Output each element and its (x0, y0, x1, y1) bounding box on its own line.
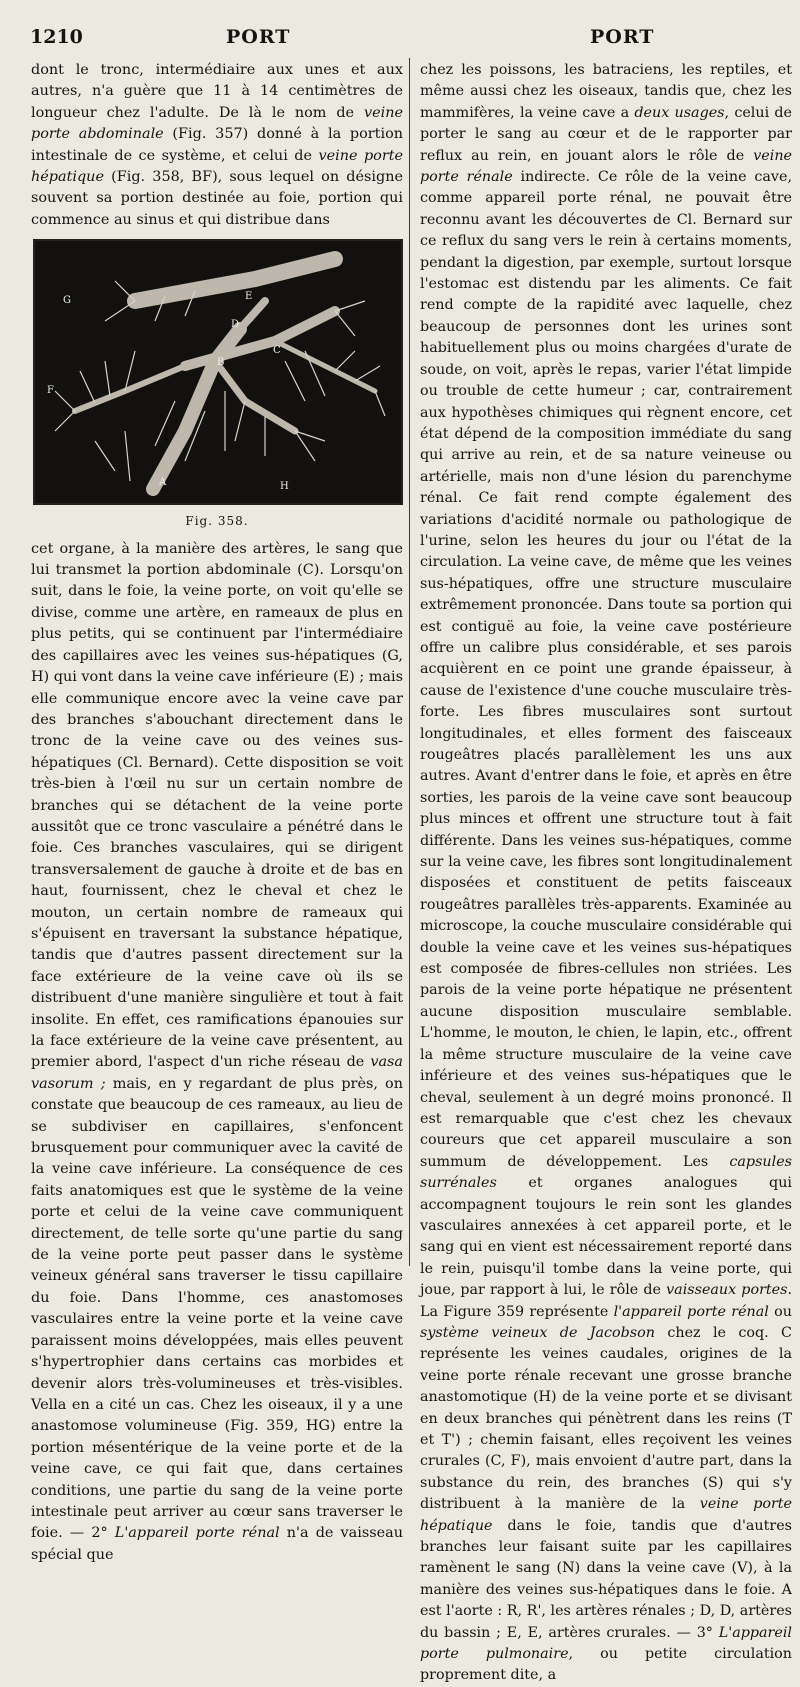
paragraph (31, 539, 403, 1567)
italic-term: veine porte abdominale (31, 104, 403, 143)
figure-label-b: B (217, 357, 225, 369)
right-column (420, 60, 792, 1687)
figure-label-a: A (159, 477, 167, 489)
italic-term: vasa vasorum ; (31, 1054, 403, 1092)
text-run: dans le foie, tandis que d'autres branches leur faisant suite par les capillaires ramènent le sang (N) dans la veine cave (V), à la manière des veines sus-hépatiques dans le foie. A est l'aorte : R, R', les artères rénales ; D, D, artères du bassin ; E, E, artères crurales. — 3° (420, 1517, 792, 1641)
running-title-left: PORT (226, 26, 291, 48)
figure-caption: Fig. 358. (185, 514, 249, 529)
text-run: ou (768, 1303, 792, 1320)
figure-label-d: D (231, 319, 240, 331)
italic-term: L'appareil porte pulmonaire (420, 1624, 792, 1663)
figure-label-f: F (47, 385, 54, 397)
italic-term: système veineux de Jacobson (420, 1324, 655, 1341)
figure-label-h: H (280, 481, 289, 493)
text-run: (Fig. 358, BF), sous lequel on désigne souvent sa portion destinée au foie, portion qui commence au sinus et qui distribue dans (31, 169, 403, 228)
column-divider (409, 58, 410, 1266)
text-run: , celui de porter le sang au cœur et de le rapporter par reflux au rein, en jouant alors le rôle de (420, 104, 792, 164)
text-run: n'a de vaisseau spécial que (31, 1525, 403, 1563)
text-run: cet organe, à la manière des artères, le sang que lui transmet la portion abdominale (C). Lorsqu'on suit, dans le foie, la veine porte, on voit qu'elle se divise, comme une artère, en rameaux de plus en plus petits, qui se continuent par l'intermédiaire des capillaires avec les veines sus-hépatiques (G, H) qui vont dans la veine cave inférieure (E) ; mais elle communique encore avec la veine cave par des branches s'abouchant directement dans le tronc de la veine cave ou des veines sus-hépatiques (Cl. Bernard). Cette disposition se voit très-bien à l'œil nu sur un certain nombre de branches qui se détachent de la veine porte aussitôt que ce tronc vasculaire a pénétré dans le foie. Ces branches vasculaires, qui se dirigent transversalement de gauche à droite et de bas en haut, fournissent, chez le cheval et chez le mouton, un certain nombre de rameaux qui s'épuisent en traversant la substance hépatique, tandis que d'autres passent directement sur la face extérieure de la veine cave où ils se distribuent d'une manière singulière et tout à fait insolite. En effet, ces ramifications épanouies sur la face extérieure de la veine cave présentent, au premier abord, l'aspect d'un riche réseau de (31, 540, 403, 1071)
italic-term: vaisseaux portes (666, 1282, 788, 1299)
italic-term: veine porte hépatique (31, 147, 403, 186)
figure-label-g: G (63, 295, 71, 307)
text-run: indirecte. Ce rôle de la veine cave, comme appareil porte rénal, ne pouvait être reconnu avant les découvertes de Cl. Bernard sur ce reflux du sang vers le rein à certains moments, pendant la digestion, par exemple, surtout lorsque l'estomac est distendu par les aliments. Ce fait rend compte de la rapidité avec laquelle, chez beaucoup de personnes dont les urines sont habituellement plus ou moins chargées d'urate de soude, on voit, après le repas, varier l'état limpide ou trouble de cette humeur ; car, contrairement aux hypothèses chimiques qui règnent encore, cet état dépend de la composition immédiate du sang qui arrive au rein, et de sa nature veineuse ou artérielle, mais non d'une lésion du parenchyme rénal. Ce fait rend compte également des variations d'acidité normale ou pathologique de l'urine, selon les heures du jour ou l'état de la circulation. La veine cave, de même que les veines sus-hépatiques, offre une structure musculaire extrêmement prononcée. Dans toute sa portion qui est contiguë au foie, la veine cave postérieure offre un calibre plus considérable, et ses parois acquièrent en ce point une grande épaisseur, à cause de l'existence d'une couche musculaire très-forte. Les fibres musculaires sont surtout longitudinales, et elles forment des faisceaux rougeâtres placés parallèlement les uns aux autres. Avant d'entrer dans le foie, et après en être sorties, les parois de la veine cave sont beaucoup plus minces et offrent une structure tout à fait différente. Dans les veines sus-hépatiques, comme sur la veine cave, les fibres sont longitudinalement disposées et constituent de petits faisceaux rougeâtres parallèles très-apparents. Examinée au microscope, la couche musculaire considérable qui double la veine cave et les veines sus-hépatiques est composée de fibres-cellules non striées. Les parois de la veine porte hépatique ne présentent aucune disposition musculaire semblable. L'homme, le mouton, le chien, le lapin, etc., offrent la même structure musculaire de la veine cave inférieure et des veines sus-hépatiques que le cheval, seulement à un degré moins prononcé. Il est remarquable que c'est chez les chevaux coureurs que cet appareil musculaire a son summum de développement. Les (420, 169, 792, 1170)
italic-term: deux usages (634, 104, 725, 121)
text-run: mais, en y regardant de plus près, on constate que beaucoup de ces rameaux, au lieu de se subdiviser en capillaires, s'enfoncent brusquement pour communiquer avec la cavité de la veine cave inférieure. La conséquence de ces faits anatomiques est que le système de la veine porte et celui de la veine cave communiquent directement, de telle sorte qu'une partie du sang de la veine porte peut passer dans le système veineux général sans traverser le tissu capillaire du foie. Dans l'homme, ces anastomoses vasculaires entre la veine porte et la veine cave paraissent moins développées, mais elles peuvent s'hypertrophier dans certains cas morbides et devenir alors très-volumineuses et très-visibles. Vella en a cité un cas. Chez les oiseaux, il y a une anastomose volumineuse (Fig. 359, HG) entre la portion mésentérique de la veine porte et de la veine cave, ce qui fait que, dans certaines conditions, une partie du sang de la veine porte intestinale peut arriver au cœur sans traverser le foie. — 2° (31, 1075, 403, 1542)
italic-term: veine porte hépatique (420, 1496, 793, 1534)
figure-liver-veins (33, 239, 403, 505)
text-run: , ou petite circulation proprement dite, a (420, 1646, 792, 1684)
italic-term: L'appareil porte rénal (114, 1525, 280, 1542)
italic-term: l'appareil porte rénal (613, 1303, 769, 1320)
running-title-right: PORT (590, 26, 655, 48)
text-run: chez les poissons, les batraciens, les reptiles, et même aussi chez les oiseaux, tandis que, chez les mammifères, la veine cave a (420, 62, 792, 121)
text-run: . La Figure 359 représente (420, 1282, 792, 1320)
text-run: chez le coq. C représente les veines caudales, origines de la veine porte rénale recevant une grosse branche anastomotique (H) de la veine porte et se divisant en deux branches qui pénètrent dans les reins (T et T') ; chemin faisant, elles reçoivent les veines crurales (C, F), mais envoient d'autre part, dans la substance du rein, des branches (S) qui s'y distribuent à la manière de la (420, 1324, 792, 1513)
text-run: (Fig. 357) donné à la portion intestinale de ce système, et celui de (31, 126, 403, 164)
page-number: 1210 (30, 26, 83, 48)
paragraph (31, 60, 403, 231)
text-run: et organes analogues qui accompagnent toujours le rein sont les glandes vasculaires annexées à cet appareil porte, et le sang qui en vient est nécessairement reporté dans le rein, puisqu'il tombe dans la veine porte, qui joue, par rapport à lui, le rôle de (420, 1175, 792, 1299)
left-column (31, 60, 403, 1566)
figure-label-c: C (273, 345, 281, 357)
figure-label-e: E (245, 291, 253, 303)
paragraph (420, 60, 792, 1687)
italic-term: veine porte rénale (420, 147, 792, 186)
text-run: dont le tronc, intermédiaire aux unes et aux autres, n'a guère que 11 à 14 centimètres de longueur chez l'adulte. De là le nom de (31, 62, 403, 121)
liver-vein-illustration (35, 241, 401, 503)
italic-term: capsules surrénales (420, 1153, 792, 1192)
page-header (30, 26, 790, 52)
